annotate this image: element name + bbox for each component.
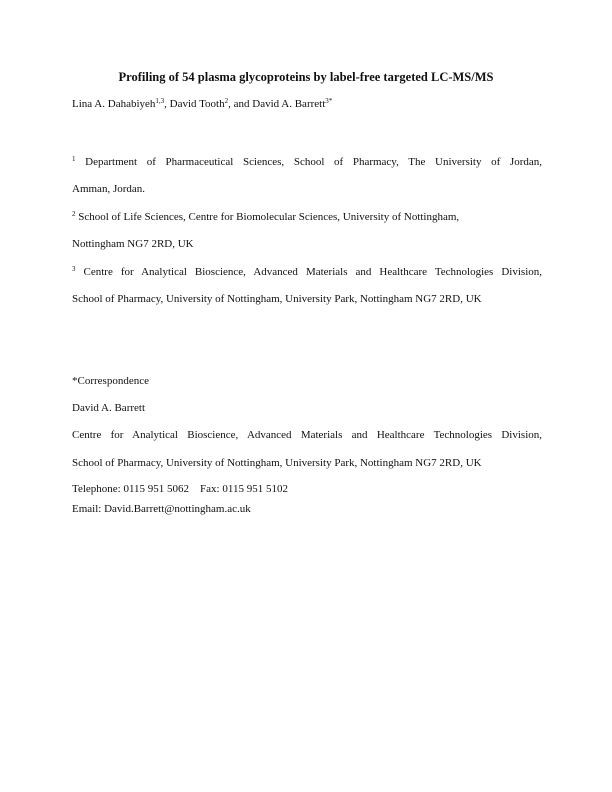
author-name: Lina A. Dahabiyeh <box>72 98 156 110</box>
affiliation-superscript: 1 <box>72 155 76 163</box>
affiliation-1-line-2: Amman, Jordan. <box>72 183 146 195</box>
paper-title: Profiling of 54 plasma glycoproteins by label-free targeted LC-MS/MS <box>118 70 494 84</box>
affiliation-superscript: 3 <box>72 265 76 273</box>
correspondence-phone-fax: Telephone: 0115 951 5062 Fax: 0115 951 5102 <box>72 483 288 495</box>
correspondence-heading: *Correspondence <box>72 375 149 387</box>
author-superscript: 3* <box>325 97 333 105</box>
author-superscript: 1,3 <box>155 97 165 105</box>
affiliation-2-line-2: Nottingham NG7 2RD, UK <box>72 238 194 250</box>
correspondence-name: David A. Barrett <box>72 402 146 414</box>
affiliation-2-line-1 <box>72 210 459 224</box>
correspondence-address-line-1: Centre for Analytical Bioscience, Advanced Materials and Healthcare Technologies Division, <box>72 429 542 441</box>
affiliation-3-line-1 <box>72 265 542 279</box>
affiliation-text: Centre for Analytical Bioscience, Advanced Materials and Healthcare Technologies Division, <box>83 266 542 278</box>
author-superscript: 2 <box>224 97 229 105</box>
affiliation-1-line-1 <box>72 155 542 169</box>
affiliation-text: Department of Pharmaceutical Sciences, School of Pharmacy, The University of Jordan, <box>85 156 542 168</box>
author-line <box>72 97 332 111</box>
author-name: David Tooth <box>169 98 225 110</box>
correspondence-email: Email: David.Barrett@nottingham.ac.uk <box>72 503 251 515</box>
author-separator: , and <box>228 98 253 110</box>
author-separator: , <box>164 98 170 110</box>
affiliation-3-line-2: School of Pharmacy, University of Nottingham, University Park, Nottingham NG7 2RD, UK <box>72 293 482 305</box>
affiliation-superscript: 2 <box>72 210 76 218</box>
author-name: David A. Barrett <box>252 98 326 110</box>
affiliation-text: School of Life Sciences, Centre for Biomolecular Sciences, University of Nottingham, <box>78 211 460 223</box>
correspondence-address-line-2: School of Pharmacy, University of Nottingham, University Park, Nottingham NG7 2RD, UK <box>72 457 482 469</box>
